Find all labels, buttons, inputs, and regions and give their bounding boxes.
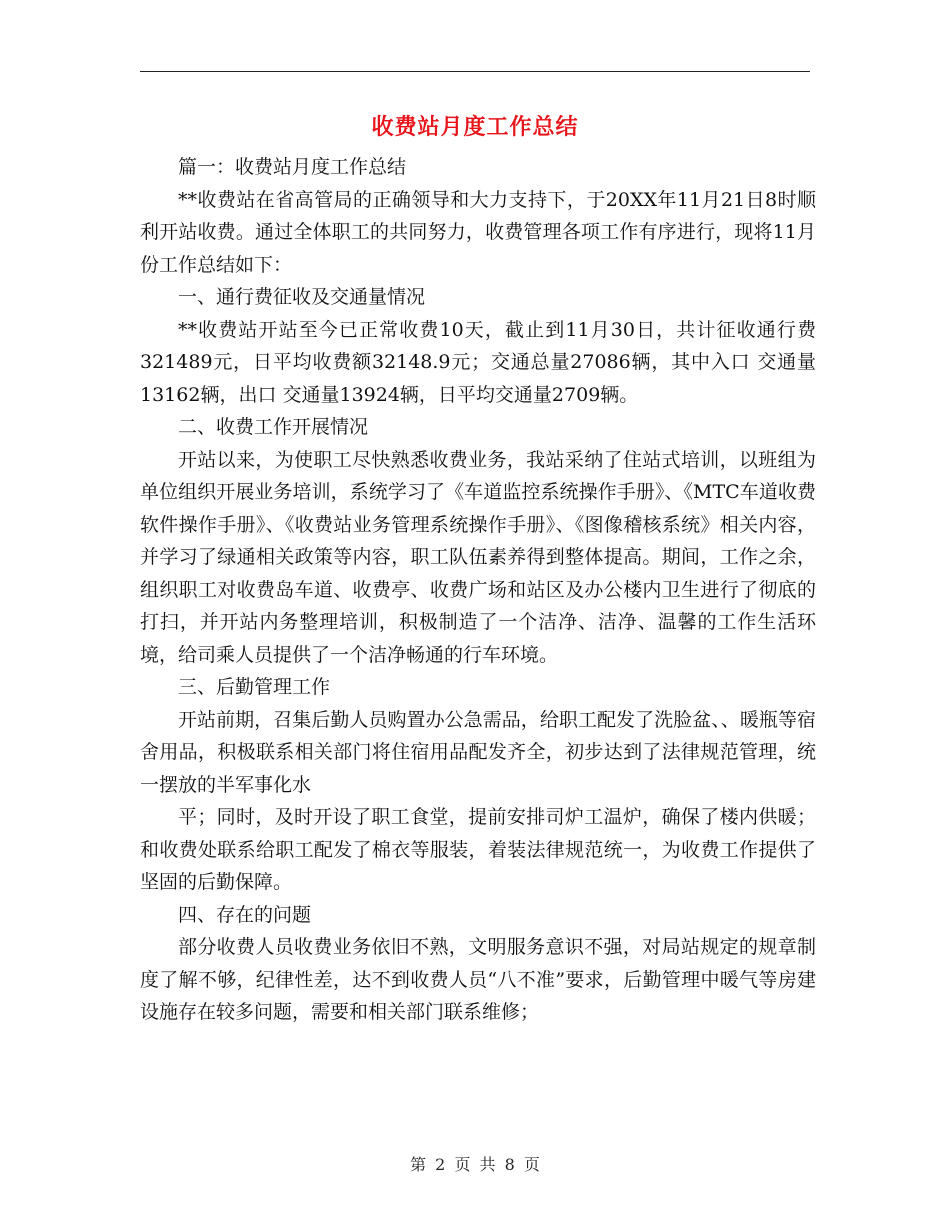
section-heading: 篇一：收费站月度工作总结	[178, 156, 407, 178]
document-title: 收费站月度工作总结	[371, 114, 579, 140]
body-paragraph: 开站以来，为使职工尽快熟悉收费业务，我站采纳了住站式培训，以班组为单位组织开展业务培训，系统学习了《车道监控系统操作手册》、《MTC车道收费软件操作手册》、《收费站业务管理系统操作手册》、《图像稽核系统》相关内容，并学习了绿通相关政策等内容，职工队伍素养得到整体提高。期间，工作之余，组织职工对收费岛车道、收费亭、收费广场和站区及办公楼内卫生进行了彻底的打扫，并开站内务整理培训，积极制造了一个洁净、洁净、温馨的工作生活环境，给司乘人员提供了一个洁净畅通的行车环境。	[140, 448, 816, 666]
section-heading: 三、后勤管理工作	[178, 676, 331, 698]
body-paragraph: 开站前期，召集后勤人员购置办公急需品，给职工配发了洗脸盆、、暖瓶等宿舍用品，积极联系相关部门将住宿用品配发齐全，初步达到了法律规范管理，统一摆放的半军事化水	[140, 708, 816, 796]
document-body	[140, 151, 816, 1029]
section-heading: 四、存在的问题	[178, 903, 312, 926]
section-heading: 一、通行费征收及交通量情况	[178, 286, 426, 308]
section-heading: 二、收费工作开展情况	[178, 416, 369, 438]
body-paragraph: 平；同时，及时开设了职工食堂，提前安排司炉工温炉，确保了楼内供暖；和收费处联系给职工配发了棉衣等服装，着装法律规范统一，为收费工作提供了坚固的后勤保障。	[140, 806, 816, 893]
body-paragraph: 部分收费人员收费业务依旧不熟，文明服务意识不强，对局站规定的规章制度了解不够，纪律性差，达不到收费人员“八不准”要求，后勤管理中暖气等房建设施存在较多问题，需要和相关部门联系维修；	[140, 936, 816, 1023]
header-rule	[140, 71, 810, 72]
body-paragraph: **收费站在省高管局的正确领导和大力支持下，于20XX年11月21日8时顺利开站收费。通过全体职工的共同努力，收费管理各项工作有序进行，现将11月份工作总结如下：	[140, 188, 816, 276]
page-number: 第 2 页 共 8 页	[410, 1155, 540, 1174]
body-paragraph: **收费站开站至今已正常收费10天，截止到11月30日，共计征收通行费321489元，日平均收费额32148.9元；交通总量27086辆，其中入口 交通量13162辆，出口 交通量13924辆，日平均交通量2709辆。	[140, 318, 816, 406]
